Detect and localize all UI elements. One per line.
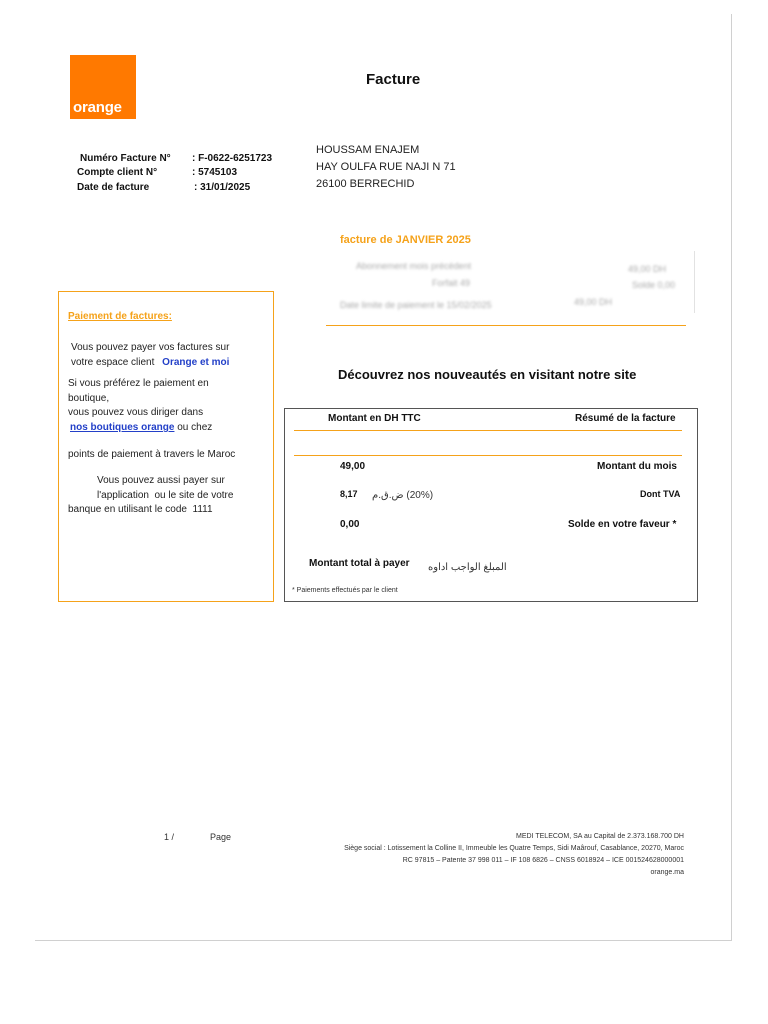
period-month: de JANVIER 2025 [379,234,471,246]
month-label: Montant du mois [597,461,677,472]
payment-p4-line2: l'application ou le site de votre [97,490,234,501]
month-amount: 49,00 [340,461,366,472]
invoice-date-value: : 31/01/2025 [194,182,251,193]
payment-p2-line2: boutique, [68,393,110,404]
orange-et-moi-link[interactable]: Orange et moi [162,357,230,368]
footer-registry: RC 97815 – Patente 37 998 011 – IF 108 6826 – CNSS 6018924 – ICE 001524628000001 [402,857,684,864]
payment-p2-line3: vous pouvez vous diriger dans [68,407,204,418]
detail-divider-vertical [694,251,695,313]
payment-p1-line1: Vous pouvez payer vos factures sur [71,342,230,353]
total-arabic: المبلغ الواجب اداوه [428,562,507,573]
balance-label: Solde en votre faveur * [568,519,677,530]
footer-website[interactable]: orange.ma [650,869,684,876]
summary-footnote: * Paiements effectués par le client [292,587,398,594]
payment-p1-line2 [71,356,229,370]
tva-label: Dont TVA [640,489,681,499]
payment-heading: Paiement de factures: [68,311,172,322]
boutiques-orange-link[interactable]: nos boutiques orange [70,422,175,433]
summary-col-left: Montant en DH TTC [328,413,421,424]
customer-street: HAY OULFA RUE NAJI N 71 [316,161,456,173]
detail-line-1-right: 49,00 DH [628,264,667,274]
detail-line-3-right: 49,00 DH [574,297,613,307]
tva-arabic: (20%) ض.ق.م [372,490,434,501]
page-title: Facture [366,71,421,88]
customer-address [316,142,456,193]
customer-name: HOUSSAM ENAJEM [316,144,420,156]
summary-divider-mid [294,455,682,456]
footer-company: MEDI TELECOM, SA au Capital de 2.373.168.700 DH [516,833,684,840]
period-prefix: facture [340,234,377,246]
logo-text: orange [73,99,122,116]
detail-line-2-right: Solde 0,00 [632,280,676,290]
payment-p2-line4 [70,421,212,435]
payment-p3: points de paiement à travers le Maroc [68,449,236,460]
client-account-value: : 5745103 [192,167,238,178]
detail-line-1-left: Abonnement mois précédent [356,261,472,271]
detail-line-3-left: Date limite de paiement le 15/02/2025 [340,300,492,310]
detail-line-2-left: Forfait 49 [432,278,471,288]
payment-p1-text: votre espace client [71,357,155,368]
payment-p2-after: ou chez [177,422,213,433]
invoice-number-label: Numéro Facture N° [80,153,171,164]
page-number: 1 / [164,832,175,842]
billing-period [340,234,471,246]
summary-col-right: Résumé de la facture [575,413,676,424]
payment-p4-line1: Vous pouvez aussi payer sur [97,475,225,486]
invoice-date-label: Date de facture [77,182,150,193]
tva-amount: 8,17 [340,489,358,499]
promo-text: Découvrez nos nouveautés en visitant notre site [338,367,637,382]
footer-address: Siège social : Lotissement la Colline II, Immeuble les Quatre Temps, Sidi Maârouf, Casablance, 20270, Maroc [344,845,684,852]
total-label: Montant total à payer [309,558,410,569]
client-account-label: Compte client N° [77,167,158,178]
balance-amount: 0,00 [340,519,360,530]
payment-p4-line3: banque en utilisant le code 1111 [68,504,213,515]
invoice-number-value: : F-0622-6251723 [192,153,273,164]
page-label: Page [210,832,232,842]
customer-city: 26100 BERRECHID [316,178,415,190]
detail-divider [326,325,686,326]
payment-p2-line1: Si vous préférez le paiement en [68,378,209,389]
orange-logo [70,55,136,119]
summary-divider-top [294,430,682,431]
payment-info-box [58,291,274,602]
